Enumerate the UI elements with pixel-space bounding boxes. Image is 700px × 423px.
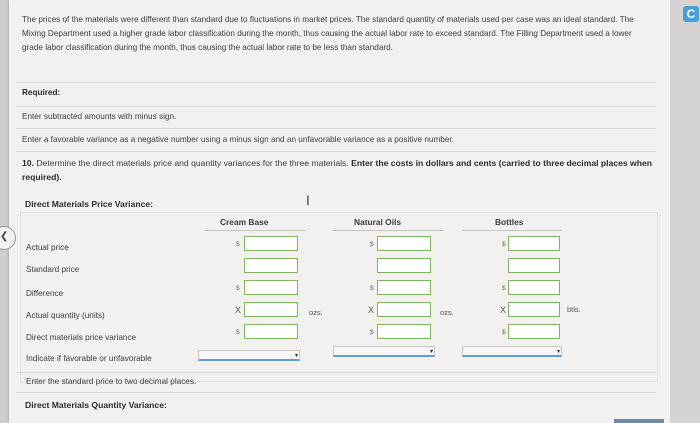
problem-intro-text: The prices of the materials were different than standard due to fluctuations in market prices. The standard quantity of materials used per case was an ideal standard. The Mixing Department used a higher grade labor classification during the month, thus causing the actual labor rate to exceed standard. The Filling Department used a lower grade labor classification during the month, thus causing the actual labor rate to be less than standard. [22, 15, 634, 52]
divider [16, 106, 656, 107]
row-label-actual-quantity: Actual quantity (units) [26, 311, 105, 320]
dollar-sign: $ [370, 329, 374, 336]
dollar-sign: $ [236, 329, 240, 336]
required-label: Required: [22, 88, 61, 97]
chevron-down-icon: ▾ [556, 349, 560, 355]
column-underline [462, 230, 562, 231]
multiply-sign: X [500, 305, 507, 315]
column-underline [205, 230, 305, 231]
dollar-sign: $ [502, 241, 506, 248]
cream-base-actual-price-input[interactable] [244, 236, 298, 251]
column-underline [333, 230, 443, 231]
dollar-sign: $ [370, 241, 374, 248]
row-label-standard-price: Standard price [26, 265, 80, 274]
bottles-variance-input[interactable] [508, 324, 560, 339]
window-edge [670, 0, 700, 423]
bottles-standard-price-input[interactable] [508, 258, 560, 273]
question-number: 10. [22, 158, 34, 168]
cream-base-standard-price-input[interactable] [244, 258, 298, 273]
divider [16, 82, 656, 83]
row-label-actual-price: Actual price [26, 243, 69, 252]
question-10 [22, 156, 662, 184]
cream-base-difference-input[interactable] [244, 280, 298, 295]
bottles-quantity-input[interactable] [508, 302, 560, 317]
row-label-price-variance: Direct materials price variance [26, 333, 137, 342]
text-cursor-icon: I [306, 192, 310, 208]
natural-oils-difference-input[interactable] [377, 280, 431, 295]
dollar-sign: $ [502, 329, 506, 336]
price-variance-title: Direct Materials Price Variance: [25, 199, 154, 209]
question-bold-text: Enter the costs in dollars and cents (carried to three decimal places when required). [22, 158, 652, 182]
footer-tab [614, 419, 664, 423]
chevron-down-icon: ▾ [294, 353, 298, 359]
bottles-difference-input[interactable] [508, 280, 560, 295]
divider [16, 372, 656, 373]
multiply-sign: X [368, 305, 375, 315]
column-header-bottles: Bottles [495, 217, 524, 227]
natural-oils-variance-input[interactable] [377, 324, 431, 339]
question-text: Determine the direct materials price and quantity variances for the three materials. [36, 158, 352, 168]
row-label-difference: Difference [26, 289, 64, 298]
divider [16, 392, 656, 393]
dollar-sign: $ [370, 285, 374, 292]
natural-oils-fav-unfav-select[interactable] [333, 346, 435, 357]
instruction-minus-sign: Enter subtracted amounts with minus sign. [22, 112, 177, 121]
standard-price-note: Enter the standard price to two decimal places. [26, 377, 197, 386]
bottles-fav-unfav-select[interactable] [462, 346, 562, 357]
instruction-variance-sign: Enter a favorable variance as a negative number using a minus sign and an unfavorable variance as a positive number. [22, 135, 454, 144]
natural-oils-standard-price-input[interactable] [377, 258, 431, 273]
multiply-sign: X [235, 305, 242, 315]
cream-base-quantity-input[interactable] [244, 302, 298, 317]
chevron-left-icon: ❮ [0, 231, 9, 242]
refresh-icon[interactable]: C [683, 6, 699, 22]
natural-oils-actual-price-input[interactable] [377, 236, 431, 251]
row-label-favorable-unfavorable: Indicate if favorable or unfavorable [26, 354, 152, 363]
dollar-sign: $ [502, 285, 506, 292]
unit-label: ozs. [440, 308, 454, 317]
divider [16, 151, 656, 152]
divider [16, 128, 656, 129]
dollar-sign: $ [236, 241, 240, 248]
bottles-actual-price-input[interactable] [508, 236, 560, 251]
unit-label: ozs. [309, 308, 323, 317]
unit-label: btls. [567, 305, 581, 314]
column-header-natural-oils: Natural Oils [354, 217, 402, 227]
chevron-down-icon: ▾ [429, 349, 433, 355]
cream-base-fav-unfav-select[interactable] [198, 350, 300, 361]
column-header-cream-base: Cream Base [220, 217, 269, 227]
cream-base-variance-input[interactable] [244, 324, 298, 339]
natural-oils-quantity-input[interactable] [377, 302, 431, 317]
dollar-sign: $ [236, 285, 240, 292]
quantity-variance-title: Direct Materials Quantity Variance: [25, 400, 167, 410]
